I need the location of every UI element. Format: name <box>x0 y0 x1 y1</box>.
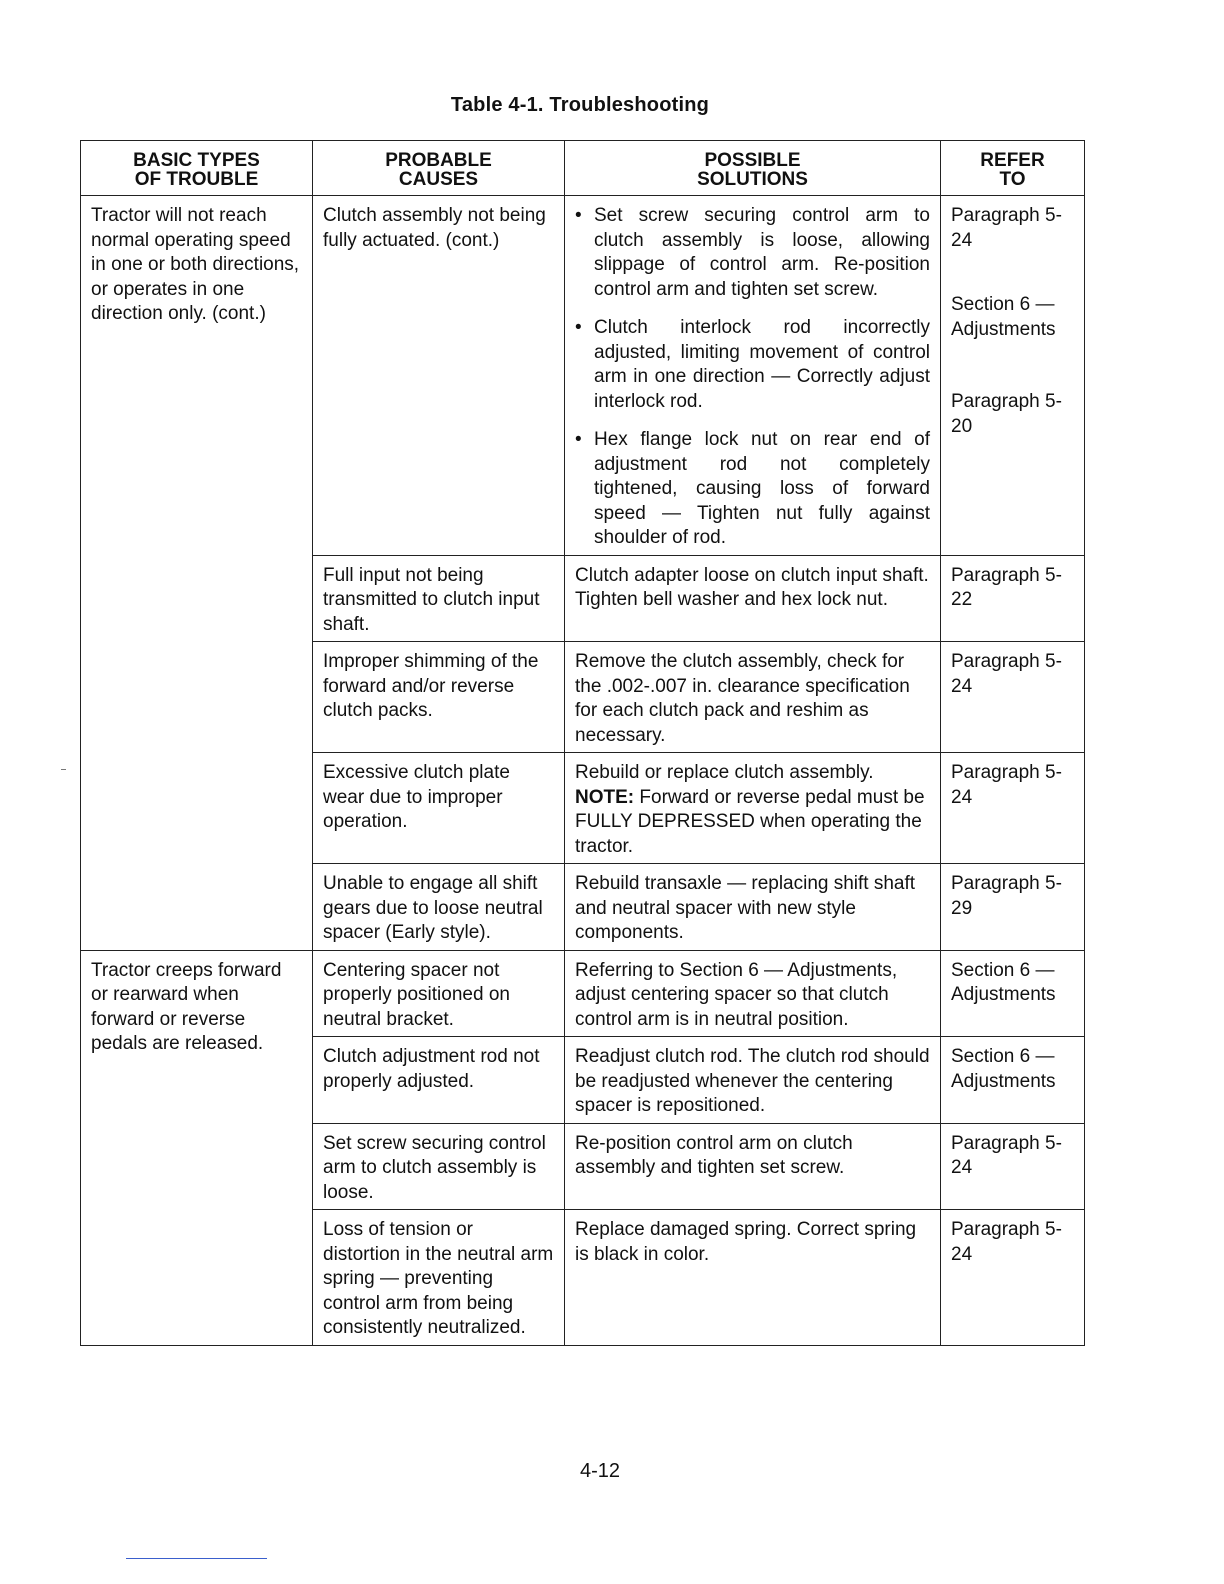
solution-cell: Readjust clutch rod. The clutch rod should be readjusted whenever the centering spacer is repositioned. <box>565 1037 941 1124</box>
trouble-cell: Tractor creeps forward or rearward when forward or reverse pedals are released. <box>81 950 313 1345</box>
table-title: Table 4-1. Troubleshooting <box>450 94 710 116</box>
header-text: REFER <box>980 150 1045 171</box>
header-text: CAUSES <box>398 169 479 190</box>
solution-note <box>575 786 930 860</box>
refer-cell: Paragraph 5-24 <box>941 642 1085 753</box>
bullet-icon: • <box>575 317 582 338</box>
refer-text: Paragraph 5-20 <box>951 391 1062 437</box>
solution-bullet-text: Set screw securing control arm to clutch assembly is loose, allowing slippage of control arm. Re-position control arm and tighten set screw. <box>594 205 930 300</box>
solution-bullet-text: Hex flange lock nut on rear end of adjustment rod not completely tightened, causing loss of forward speed — Tighten nut fully against shoulder of rod. <box>594 429 930 548</box>
footer-rule <box>126 1558 267 1559</box>
header-text: OF TROUBLE <box>134 169 259 190</box>
solution-bullet <box>575 204 930 302</box>
table-row <box>81 196 1085 556</box>
refer-cell: Paragraph 5-24 <box>941 1123 1085 1210</box>
table-header-row <box>81 141 1085 196</box>
solution-cell: Re-position control arm on clutch assembly and tighten set screw. <box>565 1123 941 1210</box>
margin-tick <box>61 769 66 770</box>
cause-cell: Excessive clutch plate wear due to improper operation. <box>313 753 565 864</box>
bullet-icon: • <box>575 429 582 450</box>
solution-text: Rebuild or replace clutch assembly. <box>575 762 874 783</box>
solution-cell: Remove the clutch assembly, check for the .002-.007 in. clearance specification for each clutch pack and reshim as necessary. <box>565 642 941 753</box>
table-row <box>81 950 1085 1037</box>
solution-cell: Rebuild transaxle — replacing shift shaft and neutral spacer with new style components. <box>565 864 941 951</box>
cause-cell: Improper shimming of the forward and/or reverse clutch packs. <box>313 642 565 753</box>
refer-cell: Section 6 — Adjustments <box>941 950 1085 1037</box>
solution-bullet <box>575 428 930 551</box>
solution-cell <box>565 753 941 864</box>
header-text: PROBABLE <box>385 150 492 171</box>
cause-cell: Unable to engage all shift gears due to loose neutral spacer (Early style). <box>313 864 565 951</box>
cause-cell: Clutch adjustment rod not properly adjusted. <box>313 1037 565 1124</box>
header-text: TO <box>999 169 1026 190</box>
refer-cell: Section 6 — Adjustments <box>941 1037 1085 1124</box>
solution-cell: Clutch adapter loose on clutch input shaft. Tighten bell washer and hex lock nut. <box>565 555 941 642</box>
note-label: NOTE: <box>575 786 635 808</box>
refer-cell <box>941 196 1085 556</box>
cause-cell: Set screw securing control arm to clutch assembly is loose. <box>313 1123 565 1210</box>
cause-cell: Clutch assembly not being fully actuated. (cont.) <box>313 196 565 556</box>
refer-cell: Paragraph 5-29 <box>941 864 1085 951</box>
refer-cell: Paragraph 5-24 <box>941 1210 1085 1346</box>
header-text: SOLUTIONS <box>697 169 808 190</box>
solution-bullet <box>575 316 930 414</box>
cause-cell: Centering spacer not properly positioned on neutral bracket. <box>313 950 565 1037</box>
header-refer-to <box>941 141 1085 196</box>
trouble-cell: Tractor will not reach normal operating speed in one or both directions, or operates in one direction only. (cont.) <box>81 196 313 951</box>
page-number: 4-12 <box>579 1460 621 1482</box>
solution-bullet-list <box>575 204 930 551</box>
troubleshooting-table <box>80 140 1085 1346</box>
header-possible-solutions <box>565 141 941 196</box>
cause-cell: Full input not being transmitted to clutch input shaft. <box>313 555 565 642</box>
refer-text: Section 6 — Adjustments <box>951 294 1056 340</box>
note-text: Forward or reverse pedal must be FULLY DEPRESSED when operating the tractor. <box>575 786 925 857</box>
header-text: BASIC TYPES <box>133 150 260 171</box>
refer-cell: Paragraph 5-24 <box>941 753 1085 864</box>
solution-bullet-text: Clutch interlock rod incorrectly adjusted, limiting movement of control arm in one direction — Correctly adjust interlock rod. <box>594 317 930 412</box>
refer-text: Paragraph 5-24 <box>951 205 1062 251</box>
solution-cell: Replace damaged spring. Correct spring is black in color. <box>565 1210 941 1346</box>
header-basic-types <box>81 141 313 196</box>
header-probable-causes <box>313 141 565 196</box>
solution-cell <box>565 196 941 556</box>
refer-cell: Paragraph 5-22 <box>941 555 1085 642</box>
cause-cell: Loss of tension or distortion in the neutral arm spring — preventing control arm from being consistently neutralized. <box>313 1210 565 1346</box>
bullet-icon: • <box>575 205 582 226</box>
header-text: POSSIBLE <box>704 150 801 171</box>
solution-cell: Referring to Section 6 — Adjustments, adjust centering spacer so that clutch control arm is in neutral position. <box>565 950 941 1037</box>
